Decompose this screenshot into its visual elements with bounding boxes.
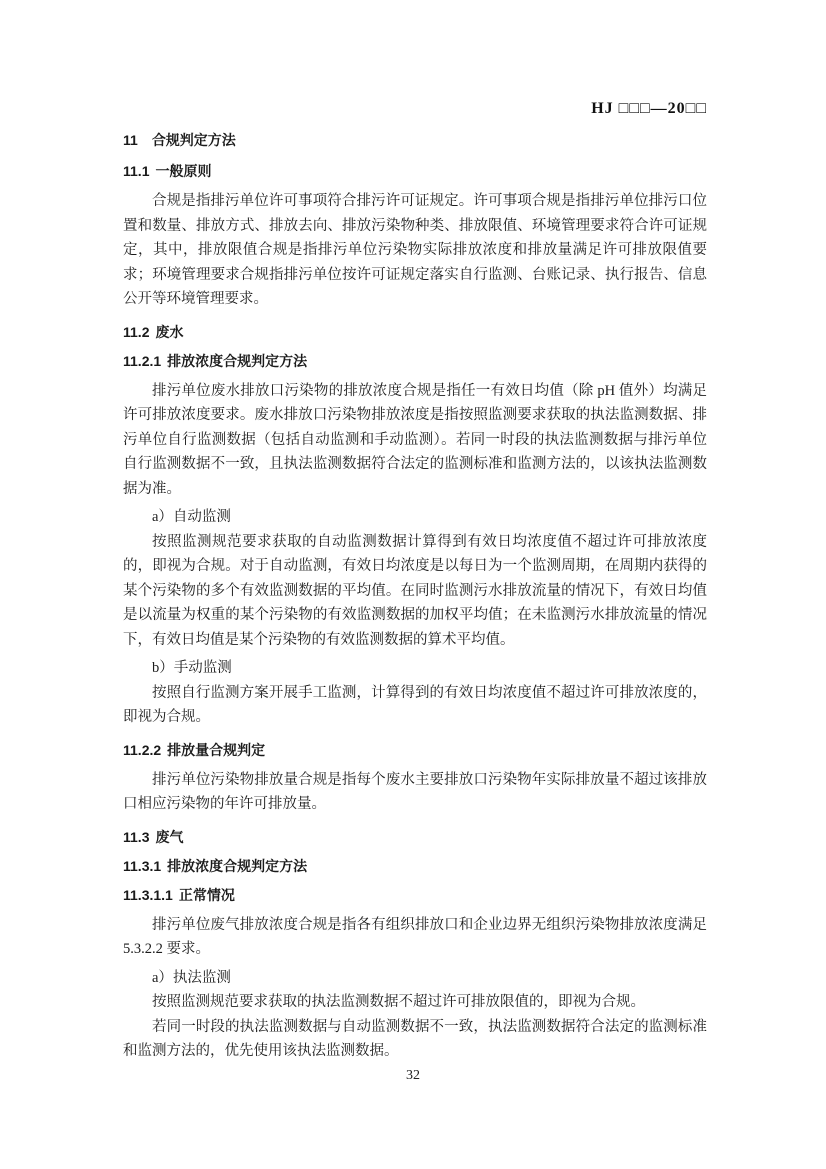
paragraph-wastewater-concentration: 排污单位废水排放口污染物的排放浓度合规是指任一有效日均值（除 pH 值外）均满足许可排放浓度要求。废水排放口污染物排放浓度是指按照监测要求获取的执法监测数据、排污单位自行监测数据（包括自动监测和手动监测）。若同一时段的执法监测数据与排污单位自行监测数据不一致，且执法监测数据符合法定的监测标准和监测方法的，以该执法监测数据为准。 <box>123 382 707 497</box>
heading-number: 11 <box>123 132 138 148</box>
heading-title: 合规判定方法 <box>151 132 236 148</box>
heading-number: 11.2.2 <box>123 741 162 758</box>
heading-number: 11.3 <box>123 828 150 845</box>
heading-11-1-general-principles <box>123 163 707 180</box>
heading-11-2-2-emission-amount-compliance <box>123 742 707 759</box>
heading-11-3-waste-gas <box>123 829 707 846</box>
heading-number: 11.2 <box>123 323 150 340</box>
standard-number: HJ □□□—20□□ <box>591 100 707 117</box>
paragraph-manual-monitoring: 按照自行监测方案开展手工监测，计算得到的有效日均浓度值不超过许可排放浓度的，即视为合规。 <box>123 684 707 725</box>
page-footer <box>0 1068 826 1084</box>
paragraph-automatic-monitoring: 按照监测规范要求获取的自动监测数据计算得到有效日均浓度值不超过许可排放浓度的，即视为合规。对于自动监测，有效日均浓度是以每日为一个监测周期，在周期内获得的某个污染物的多个有效监测数据的平均值。在同时监测污水排放流量的情况下，有效日均值是以流量为权重的某个污染物的有效监测数据的加权平均值；在未监测污水排放流量的情况下，有效日均值是某个污染物的有效监测数据的算术平均值。 <box>123 533 707 648</box>
heading-11-compliance-determination <box>123 132 707 149</box>
paragraph-waste-gas-concentration: 排污单位废气排放浓度合规是指各有组织排放口和企业边界无组织污染物排放浓度满足 5.3.2.2 要求。 <box>123 916 707 957</box>
document-content <box>123 126 707 1064</box>
heading-number: 11.2.1 <box>123 352 162 369</box>
doc-header <box>123 100 707 118</box>
heading-title: 废水 <box>155 323 184 340</box>
paragraph-emission-amount: 排污单位污染物排放量合规是指每个废水主要排放口污染物年实际排放量不超过该排放口相应污染物的年许可排放量。 <box>123 771 707 812</box>
heading-number: 11.3.1.1 <box>123 886 173 903</box>
paragraph-general-principles: 合规是指排污单位许可事项符合排污许可证规定。许可事项合规是指排污单位排污口位置和数量、排放方式、排放去向、排放污染物种类、排放限值、环境管理要求符合许可证规定，其中，排放限值合规是指排污单位污染物实际排放浓度和排放量满足许可排放限值要求；环境管理要求合规指排污单位按许可证规定落实自行监测、台账记录、执行报告、信息公开等环境管理要求。 <box>123 193 707 307</box>
paragraph-enforcement-monitoring: 按照监测规范要求获取的执法监测数据不超过许可排放限值的，即视为合规。 <box>152 994 645 1010</box>
list-item-a-automatic-monitoring: a）自动监测 <box>152 509 231 525</box>
heading-title: 一般原则 <box>155 163 212 179</box>
list-item-b-manual-monitoring: b）手动监测 <box>152 660 232 676</box>
heading-11-2-1-concentration-compliance <box>123 353 707 370</box>
heading-title: 正常情况 <box>178 886 235 903</box>
heading-title: 排放量合规判定 <box>167 741 266 758</box>
paragraph-data-priority: 若同一时段的执法监测数据与自动监测数据不一致，执法监测数据符合法定的监测标准和监测方法的，优先使用该执法监测数据。 <box>123 1018 707 1059</box>
heading-11-2-wastewater <box>123 324 707 341</box>
heading-number: 11.3.1 <box>123 857 162 874</box>
heading-11-3-1-1-normal-conditions <box>123 887 707 904</box>
heading-11-3-1-concentration-compliance <box>123 858 707 875</box>
list-item-a-enforcement-monitoring: a）执法监测 <box>152 969 231 986</box>
page-number: 32 <box>406 1068 420 1083</box>
heading-number: 11.1 <box>123 163 150 179</box>
heading-title: 排放浓度合规判定方法 <box>167 857 308 874</box>
heading-title: 废气 <box>155 828 184 845</box>
heading-title: 排放浓度合规判定方法 <box>167 352 308 369</box>
